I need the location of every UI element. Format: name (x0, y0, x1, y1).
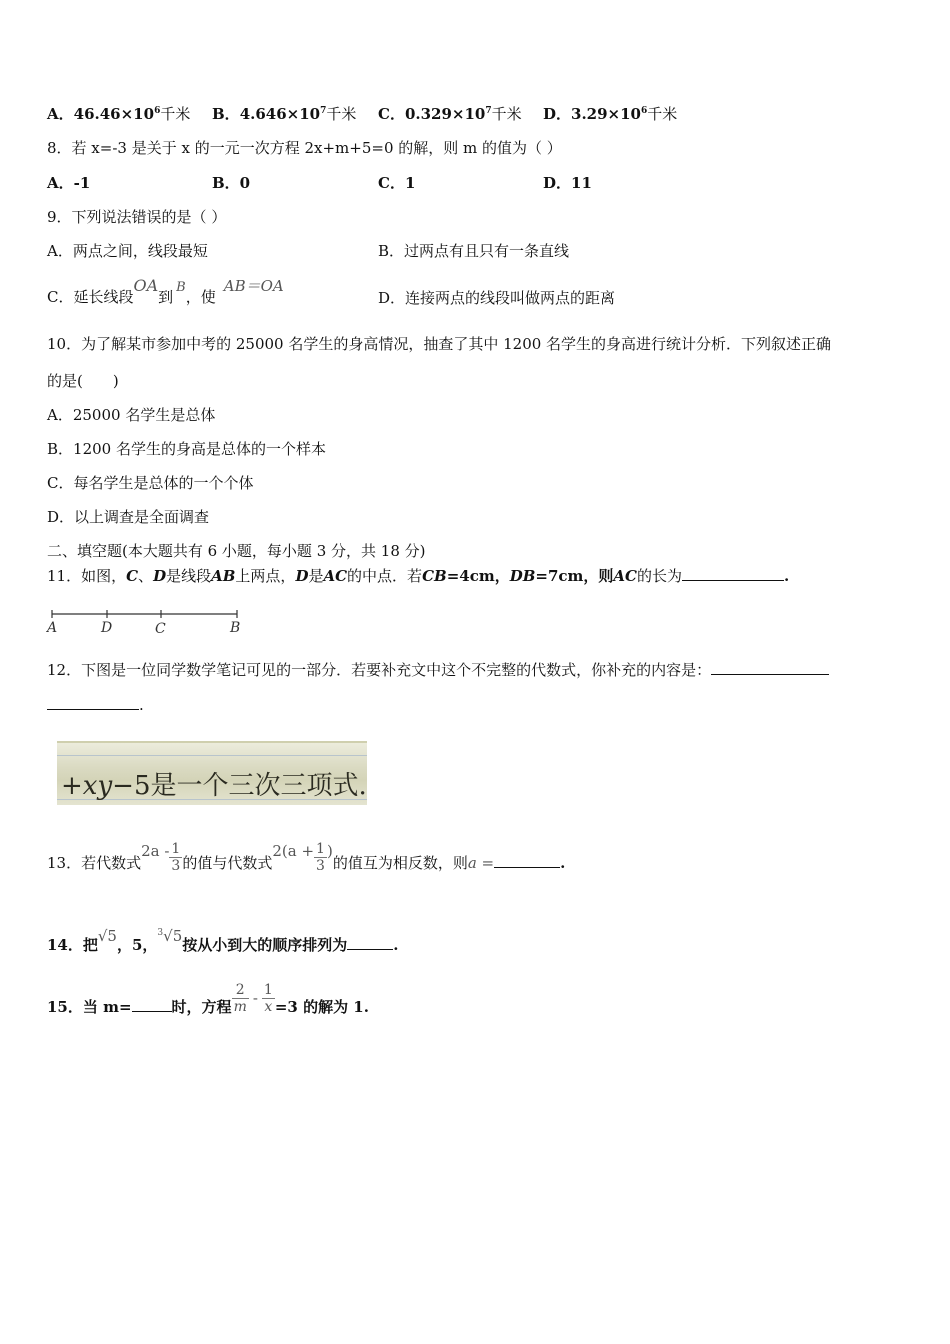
q8-option-a: A．-1 (47, 174, 91, 192)
q8-option-d: D．11 (543, 174, 592, 192)
q10-option-c: C．每名学生是总体的一个个体 (47, 474, 254, 492)
label-d: D (101, 620, 113, 636)
q11-stem: 11．如图，C、D是线段AB上两点，D是AC的中点．若CB=4cm，DB=7cm，则AC的长为 . (47, 567, 790, 585)
q8-stem: 8．若 x=-3 是关于 x 的一元一次方程 2x+m+5=0 的解，则 m 的值为（ ） (47, 139, 562, 157)
q10-stem-line1: 10．为了解某市参加中考的 25000 名学生的身高情况，抽查了其中 1200 名学生的身高进行统计分析．下列叙述正确 (47, 335, 832, 353)
q15-stem: 15．当 m= 时，方程 $\frac{2}{m}$ - $\frac{1}{x}$ =3 的解为 1. (47, 982, 369, 1016)
q8-option-b: B．0 (212, 174, 251, 192)
q7-option-c: C．$0.329\times 10^7$千米 (378, 105, 522, 123)
q11-segment-figure (44, 606, 244, 636)
q9-option-b: B．过两点有且只有一条直线 (378, 242, 570, 260)
q15-fraction-1: $\frac{2}{m}$ (233, 982, 247, 1015)
q7-option-a: A．$46.46\times 10^6$千米 (47, 105, 191, 123)
q9-option-a: A．两点之间，线段最短 (47, 242, 208, 260)
label-b: B (230, 620, 241, 636)
note-text: +xy−5是一个三次三项式. (61, 771, 367, 801)
q10-option-b: B．1200 名学生的身高是总体的一个样本 (47, 440, 326, 458)
q13-fraction-2: $\frac{1}{3}$ (316, 841, 325, 874)
q12-answer-line: . (47, 696, 144, 714)
q15-fraction-2: $\frac{1}{x}$ (263, 982, 273, 1015)
q10-option-d: D．以上调查是全面调查 (47, 508, 210, 526)
q13-stem: 13．若代数式2a - $\frac{1}{3}$ 的值与代数式2(a + $\frac{1}{3}$ )的值互为相反数，则a = . (47, 841, 566, 874)
q9-option-d: D．连接两点的线段叫做两点的距离 (378, 289, 616, 307)
q12-stem: 12．下图是一位同学数学笔记可见的一部分．若要补充文中这个不完整的代数式，你补充的内容是： (47, 659, 829, 680)
q7-option-d: D．$3.29\times 10^6$千米 (543, 105, 678, 123)
q8-option-c: C．1 (378, 174, 416, 192)
label-c: C (155, 621, 166, 636)
q10-option-a: A．25000 名学生是总体 (47, 406, 216, 424)
section-2-title: 二、填空题(本大题共有 6 小题，每小题 3 分，共 18 分) (47, 542, 426, 560)
q14-stem: 14．把√5，5，$^3$√5按从小到大的顺序排列为 . (47, 927, 399, 954)
q9-option-c: C．延长线段OA到B，使AB＝OA (47, 276, 284, 306)
q7-option-b: B．$4.646\times 10^7$千米 (212, 105, 357, 123)
q9-stem: 9．下列说法错误的是（ ） (47, 208, 227, 226)
q13-fraction-1: $\frac{1}{3}$ (171, 841, 181, 874)
label-a: A (47, 620, 58, 636)
q10-stem-line2: 的是( ) (47, 372, 119, 390)
q12-note-image (57, 741, 367, 805)
